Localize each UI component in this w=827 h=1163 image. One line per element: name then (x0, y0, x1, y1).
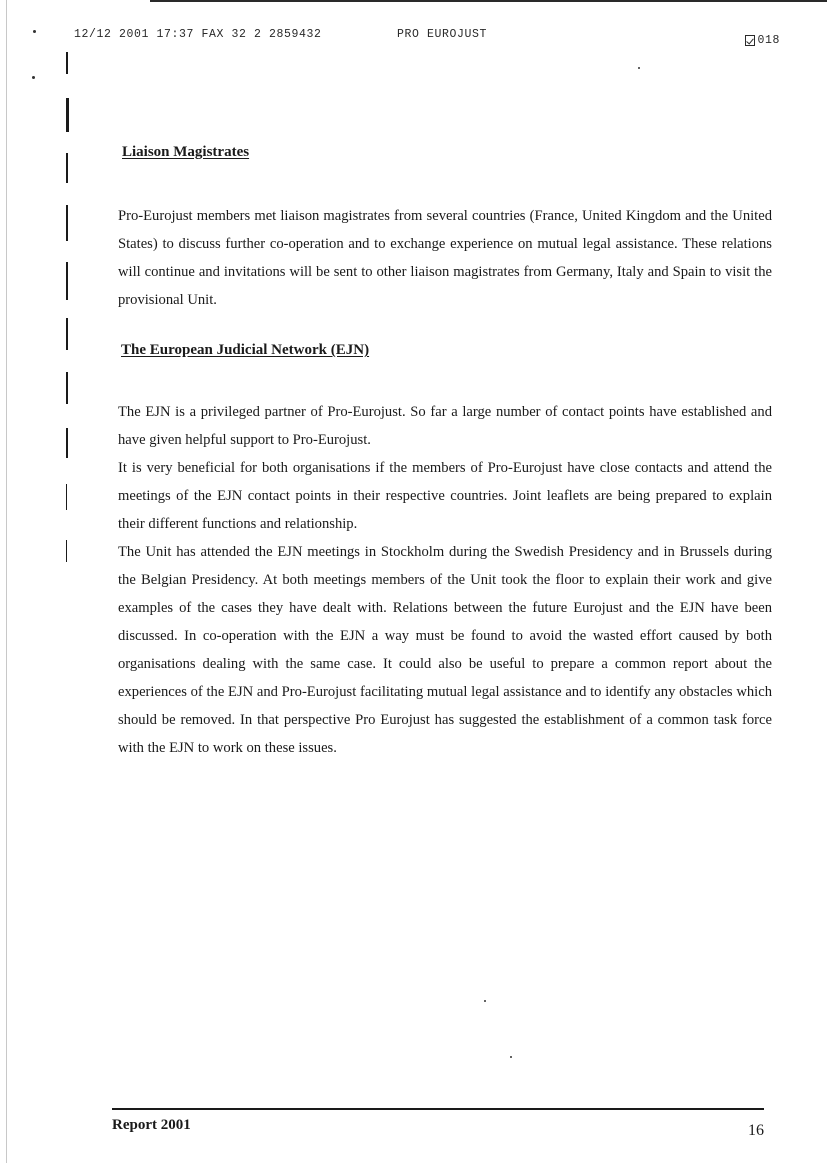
scan-artifact (66, 484, 67, 510)
page-left-edge (6, 0, 7, 1163)
scan-artifact (66, 262, 68, 300)
ejn-body (118, 398, 772, 762)
fax-timestamp: 12/12 2001 17:37 FAX 32 2 2859432 (74, 28, 322, 41)
fax-sender: PRO EUROJUST (397, 28, 488, 41)
scan-artifact (510, 1056, 512, 1058)
section-heading-european-judicial-network: The European Judicial Network (EJN) (121, 342, 370, 358)
scan-artifact (484, 1000, 486, 1002)
scan-artifact (33, 30, 36, 33)
scan-artifact (66, 428, 68, 458)
scan-artifact (66, 318, 68, 350)
scan-artifact (66, 98, 69, 132)
liaison-magistrates-body (118, 202, 772, 314)
page-top-edge (150, 0, 827, 2)
scan-artifact (32, 76, 35, 79)
scan-artifact (66, 372, 68, 404)
scan-artifact (66, 153, 68, 183)
paragraph: Pro-Eurojust members met liaison magistrates from several countries (France, United Kingdom and the United States) to discuss further co-operation and to exchange experience on mutual legal assistance. These relations will continue and invitations will be sent to other liaison magistrates from Germany, Italy and Spain to visit the provisional Unit. (118, 208, 772, 308)
scan-artifact (66, 540, 67, 562)
paragraph: The EJN is a privileged partner of Pro-Eurojust. So far a large number of contact points have established and have given helpful support to Pro-Eurojust. (118, 404, 772, 448)
fax-page-number: 018 (757, 34, 780, 47)
checkbox-icon (745, 35, 755, 46)
scan-artifact (66, 205, 68, 241)
fax-header (74, 28, 784, 46)
footer-page-number: 16 (748, 1122, 764, 1139)
footer-report-title: Report 2001 (112, 1117, 191, 1133)
scan-artifact (638, 67, 640, 69)
section-heading-liaison-magistrates: Liaison Magistrates (122, 144, 250, 160)
scan-artifact (66, 52, 68, 74)
paragraph: It is very beneficial for both organisations if the members of Pro-Eurojust have close contacts and attend the meetings of the EJN contact points in their respective countries. Joint leaflets are being prepared to explain their different functions and relationship. (118, 460, 772, 532)
fax-page-marker (745, 34, 780, 47)
footer-rule (112, 1108, 764, 1110)
paragraph: The Unit has attended the EJN meetings in Stockholm during the Swedish Presidency and in Brussels during the Belgian Presidency. At both meetings members of the Unit took the floor to explain their work and give examples of the cases they have dealt with. Relations between the future Eurojust and the EJN have been discussed. In co-operation with the EJN a way must be found to avoid the wasted effort caused by both organisations dealing with the same case. It could also be useful to prepare a common report about the experiences of the EJN and Pro-Eurojust facilitating mutual legal assistance and to identify any obstacles which should be removed. In that perspective Pro Eurojust has suggested the establishment of a common task force with the EJN to work on these issues. (118, 544, 772, 756)
